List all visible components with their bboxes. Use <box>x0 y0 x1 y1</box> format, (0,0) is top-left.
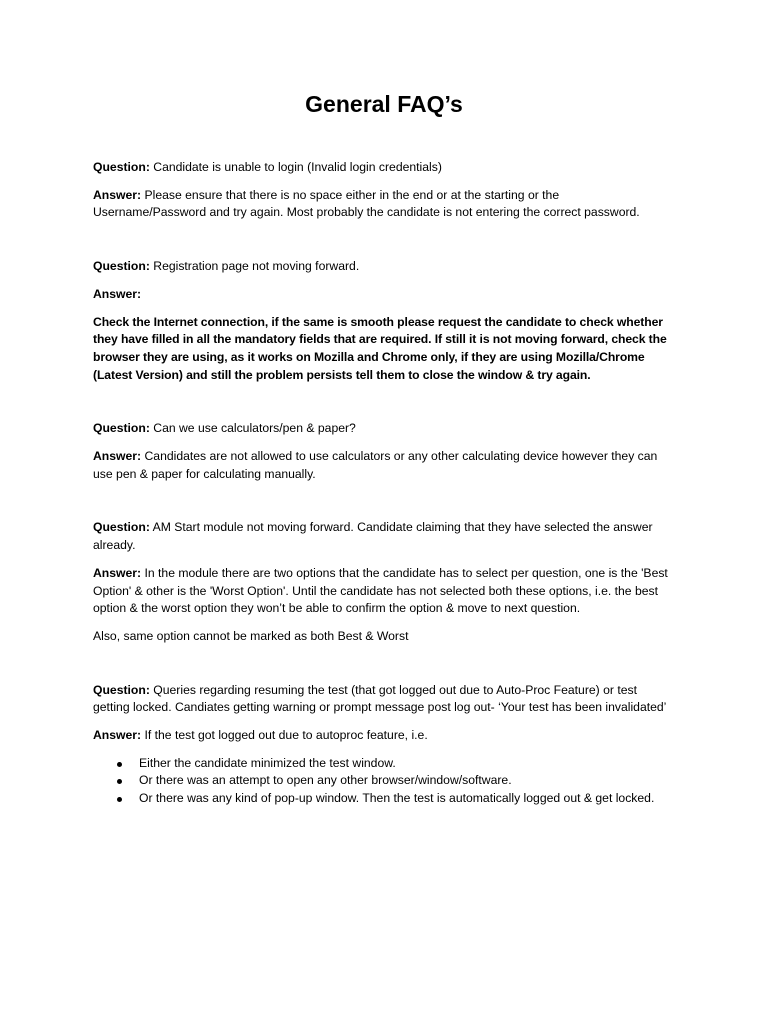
faq5-answer-text: If the test got logged out due to autoproc feature, i.e. <box>144 728 428 743</box>
answer-label: Answer: <box>93 187 142 202</box>
question-label: Question: <box>93 682 150 697</box>
faq5-question-text: Queries regarding resuming the test (that got logged out due to Auto-Proc Feature) or test getting locked. Candiates getting warning or prompt message post log out- ‘Your test has been invalidated’ <box>93 682 667 715</box>
answer-label: Answer: <box>93 565 142 580</box>
bullet-text: Or there was an attempt to open any other browser/window/software. <box>139 773 512 788</box>
list-item <box>93 790 675 808</box>
faq4-answer-text: In the module there are two options that the candidate has to select per question, one is the 'Best Option' & other is the 'Worst Option'. Until the candidate has not selected both these options, i.e. the best option & the worst option they won’t be able to confirm the option & move to next question. <box>93 565 668 616</box>
bullet-text: Either the candidate minimized the test window. <box>139 755 396 770</box>
list-item <box>93 772 675 790</box>
faq1-question-text: Candidate is unable to login (Invalid login credentials) <box>153 160 442 174</box>
faq4-question-text: AM Start module not moving forward. Candidate claiming that they have selected the answer already. <box>93 520 653 553</box>
faq5-answer <box>93 727 675 745</box>
bullet-icon <box>117 797 122 802</box>
faq5-question <box>93 682 675 717</box>
faq2-answer <box>93 286 675 304</box>
question-label: Question: <box>93 160 150 174</box>
faq1-answer-text: Please ensure that there is no space either in the end or at the starting or the Username/Password and try again. Most probably the candidate is not entering the correct password. <box>93 187 640 220</box>
faq3-question-text: Can we use calculators/pen & paper? <box>153 421 356 436</box>
faq4-note: Also, same option cannot be marked as both Best & Worst <box>93 628 409 643</box>
list-item <box>93 755 675 773</box>
faq3-answer-text: Candidates are not allowed to use calculators or any other calculating device however they can use pen & paper for calculating manually. <box>93 449 658 481</box>
faq5-bullet-list <box>93 755 675 808</box>
spacer <box>93 656 675 682</box>
answer-label: Answer: <box>93 286 142 301</box>
faq1-answer <box>93 187 675 222</box>
answer-label: Answer: <box>93 728 142 743</box>
faq-content <box>93 159 675 808</box>
faq2-question-text: Registration page not moving forward. <box>153 259 360 274</box>
spacer <box>93 394 675 420</box>
page-title: General FAQ’s <box>305 91 463 117</box>
spacer <box>93 493 675 519</box>
faq4-question <box>93 519 675 554</box>
faq2-question <box>93 258 675 276</box>
spacer <box>93 232 675 258</box>
faq3-question <box>93 420 675 438</box>
faq3-answer <box>93 448 675 483</box>
faq2-answer-text: Check the Internet connection, if the same is smooth please request the candidate to check whether they have filled in all the mandatory fields that are required. If still it is not moving forward, check the browser they are using, as it works on Mozilla and Chrome only, if they are using Mozilla/Chrome (Latest Version) and still the problem persists tell them to close the window & try again. <box>93 314 667 382</box>
bullet-text: Or there was any kind of pop-up window. Then the test is automatically logged out & get locked. <box>139 791 655 806</box>
question-label: Question: <box>93 259 150 274</box>
bullet-icon <box>117 762 122 767</box>
answer-label: Answer: <box>93 449 142 464</box>
bullet-icon <box>117 779 122 784</box>
question-label: Question: <box>93 520 150 535</box>
faq1-question <box>93 159 675 177</box>
faq4-answer <box>93 565 675 618</box>
question-label: Question: <box>93 421 150 436</box>
